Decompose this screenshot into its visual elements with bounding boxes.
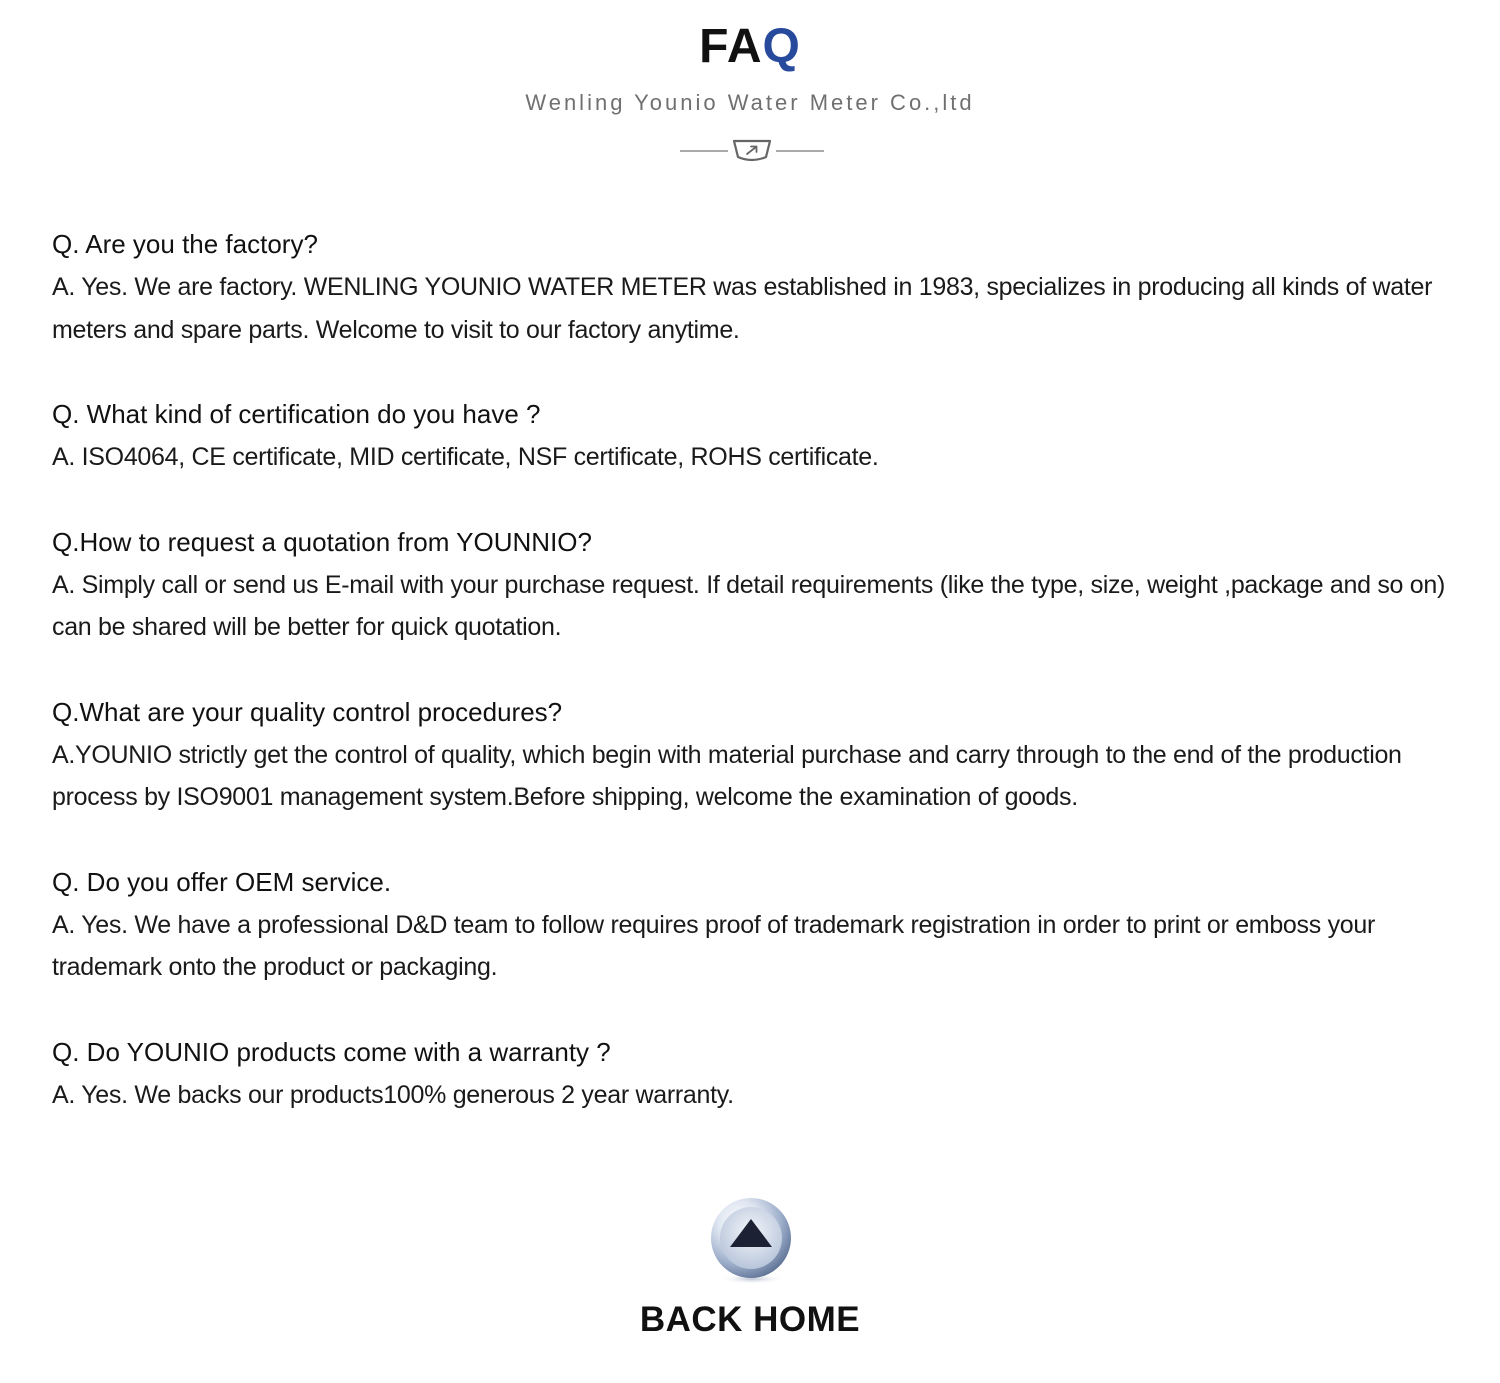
faq-item	[52, 224, 1462, 351]
faq-question: Q.How to request a quotation from YOUNNIO?	[52, 526, 592, 557]
back-home-label[interactable]: BACK HOME	[639, 1300, 861, 1339]
faq-question: Q.What are your quality control procedures?	[52, 696, 563, 727]
faq-question: Q. Do you offer OEM service.	[52, 866, 392, 897]
faq-answer: A. Simply call or send us E-mail with your purchase request. If detail requirements (like the type, size, weight ,package and so on) can be shared will be better for quick quotation.	[52, 570, 1446, 641]
faq-item	[52, 1032, 1462, 1117]
faq-item	[52, 394, 1462, 479]
up-arrow-icon[interactable]	[706, 1195, 796, 1285]
page-title	[0, 20, 1500, 74]
faq-question: Q. Do YOUNIO products come with a warranty ?	[52, 1036, 611, 1067]
faq-answer: A. Yes. We backs our products100% generous 2 year warranty.	[52, 1080, 734, 1109]
shield-arrow-icon	[678, 136, 824, 164]
faq-question: Q. Are you the factory?	[52, 229, 318, 259]
company-subtitle: Wenling Younio Water Meter Co.,ltd	[525, 90, 975, 115]
faq-list	[52, 224, 1462, 1159]
back-home-button[interactable]	[600, 1195, 900, 1345]
page-title-part1: FA	[699, 20, 763, 73]
faq-answer: A. ISO4064, CE certificate, MID certificate, NSF certificate, ROHS certificate.	[52, 443, 879, 471]
page-title-part2: Q	[762, 20, 801, 73]
faq-question: Q. What kind of certification do you have ?	[52, 399, 541, 429]
faq-answer: A.YOUNIO strictly get the control of quality, which begin with material purchase and carry through to the end of the production process by ISO9001 management system.Before shipping, welcome the examination of goods.	[52, 740, 1402, 811]
faq-item	[52, 862, 1462, 989]
faq-answer: A. Yes. We are factory. WENLING YOUNIO WATER METER was established in 1983, specializes in producing all kinds of water meters and spare parts. Welcome to visit to our factory anytime.	[52, 273, 1433, 344]
faq-item	[52, 692, 1462, 819]
faq-answer: A. Yes. We have a professional D&D team to follow requires proof of trademark registration in order to print or emboss your trademark onto the product or packaging.	[52, 910, 1376, 981]
faq-item	[52, 522, 1462, 649]
